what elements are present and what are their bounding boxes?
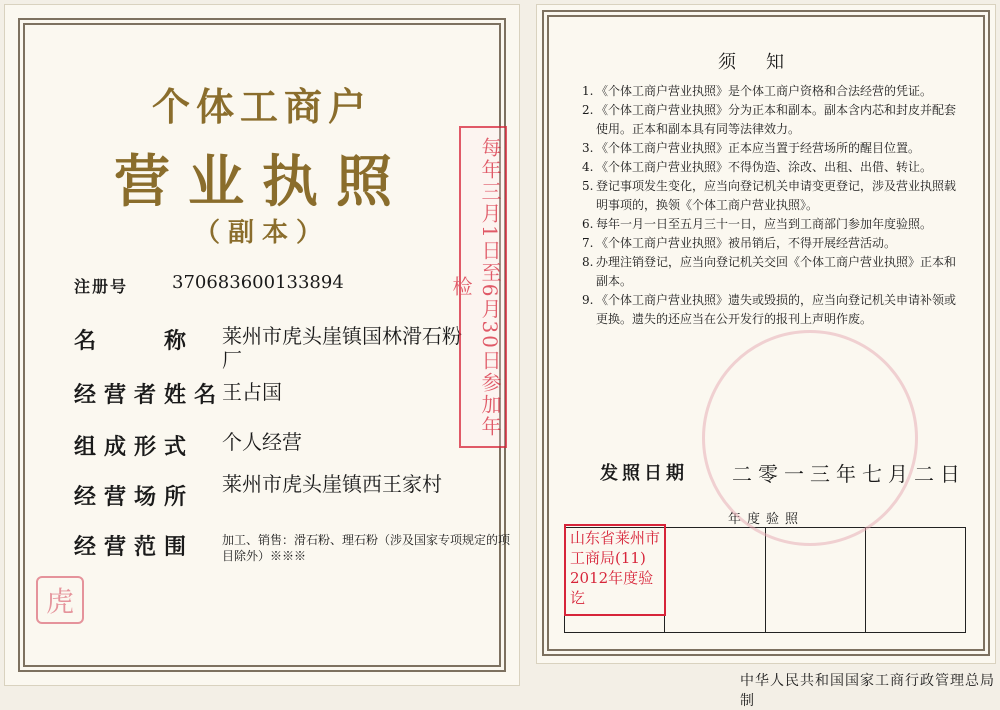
registration-number: 370683600133894 [172,272,344,293]
notice-page [536,4,996,664]
notice-item: 4. 《个体工商户营业执照》不得伪造、涂改、出租、出借、转让。 [582,160,933,174]
issue-date-value: 二零一三年七月二日 [732,462,966,486]
issue-date-label: 发照日期 [600,463,688,484]
field-label-scope: 经营范围 [74,534,195,560]
annual-inspection-stamp: 山东省莱州市工商局(11) 2012年度验讫 [564,524,666,616]
title-line-1: 个体工商户 [151,84,372,129]
field-value-name: 莱州市虎头崖镇国林滑石粉厂 [222,324,462,372]
field-value-form: 个人经营 [222,430,302,454]
inspection-cell [664,528,764,632]
issuer-footer: 中华人民共和国国家工商行政管理总局制 [740,673,995,709]
license-copy-page [4,4,520,686]
field-value-scope: 加工、销售：滑石粉、理石粉（涉及国家专项规定的项目除外）※※※ [222,533,511,563]
field-value-location: 莱州市虎头崖镇西王家村 [222,472,442,496]
official-circular-seal [702,330,918,546]
notice-item: 5. 登记事项发生变化，应当向登记机关申请变更登记，涉及营业执照载明事项的，换领《个体工商户营业执照》。 [582,179,957,212]
notice-list [582,82,962,329]
title-line-3: （副本） [193,218,330,248]
notice-title: 须知 [718,52,814,73]
field-label-name: 名 称 [74,328,195,354]
registration-label: 注册号 [74,277,129,296]
notice-item: 1. 《个体工商户营业执照》是个体工商户资格和合法经营的凭证。 [582,84,933,98]
field-value-operator: 王占国 [222,380,282,404]
notice-item: 3. 《个体工商户营业执照》正本应当置于经营场所的醒目位置。 [582,141,921,155]
notice-item: 8. 办理注销登记，应当向登记机关交回《个体工商户营业执照》正本和副本。 [582,255,957,288]
field-label-operator: 经营者姓名 [74,382,225,408]
field-label-form: 组成形式 [74,434,195,460]
notice-item: 2. 《个体工商户营业执照》分为正本和副本。副本含内芯和封皮并配套使用。正本和副本具有同等法律效力。 [582,103,957,136]
red-annual-stamp: 每年三月1日至6月30日参加年检 [459,126,507,448]
tiger-seal: 虎 [36,576,84,624]
field-label-location: 经营场所 [74,484,195,510]
notice-item: 7. 《个体工商户营业执照》被吊销后，不得开展经营活动。 [582,236,897,250]
annual-inspection-title: 年度验照 [727,512,804,527]
notice-item: 9. 《个体工商户营业执照》遗失或毁损的，应当向登记机关申请补领或更换。遗失的还应当在公开发行的报刊上声明作废。 [582,293,957,326]
notice-item: 6. 每年一月一日至五月三十一日，应当到工商部门参加年度验照。 [582,217,933,231]
inspection-cell [865,528,965,632]
title-line-2: 营业执照 [114,149,410,215]
